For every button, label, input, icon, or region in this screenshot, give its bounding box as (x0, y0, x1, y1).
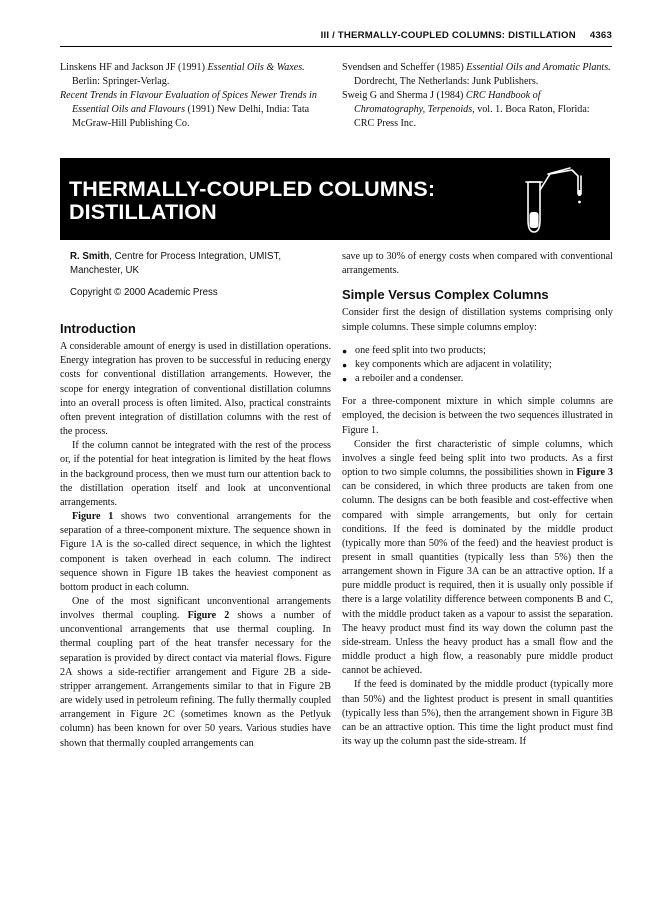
continued-paragraph: save up to 30% of energy costs when compared with conventional arrangements. (342, 251, 613, 277)
intro-paragraph-2: If the column cannot be integrated with the rest of the process or, if the potential for heat integration is limited by the heat flows in the background process, then we must turn our attention back to the distillation operation itself and look at unconventional arrangements. (60, 440, 331, 508)
list-item: ● one feed split into two products; (342, 344, 613, 358)
running-header (321, 30, 612, 41)
article-title-banner (60, 158, 610, 240)
column-characteristics-list (342, 344, 613, 386)
list-item: ● key components which are adjacent in volatility; (342, 358, 613, 372)
simple-paragraph-2: For a three-component mixture in which simple columns are employed, the decision is between the two sequences illustrated in Figure 1. (342, 396, 613, 436)
intro-paragraph-4: One of the most significant unconventional arrangements involves thermal coupling. Figure 2 shows a number of unconventional arrangements that use thermal coupling. In thermal coupling part of the heat transfer necessary for the separation is provided by direct contact via material flows. Figure 2A shows a side-rectifier arrangement and Figure 2B a side-stripper arrangement. Arrangements similar to that in Figure 2B are widely used in petroleum refining. The fully thermally coupled arrangement in Figure 2C (sometimes known as the Petlyuk column) has been known for over 50 years. Various studies have shown that thermally coupled arrangements can (60, 595, 331, 749)
simple-paragraph-3: Consider the first characteristic of simple columns, which involves a single feed being split into two products. As a first option to two simple columns, the possibilities shown in Figure 3 can be considered, in which three products are taken from one column. The designs can be both feasible and cost-effective when compared with simple arrangements, but only for certain conditions. If the feed is dominated by the middle product (typically more than 50% of the feed) and the heaviest product is present in small quantities (typically less than 5%) then the arrangement shown in Figure 3A can be an attractive option. If a pure middle product is required, then it is usually only possible if there is a large volatility difference between components B and C, with the middle product taken as a vapour to assist the separation. The heavy product must find its way down the column past the side-stream. Unless the heavy product has a small flow and the middle product a high flow, a reasonably pure middle product cannot be achieved. (342, 438, 613, 677)
reference-recent-trends: Recent Trends in Flavour Evaluation of Spices Newer Trends in Essential Oils and Flavours (1991) New Delhi, India: Tata McGraw-Hill Publishing Co. (60, 89, 317, 129)
author-line (70, 250, 331, 278)
test-tube-flask-icon (512, 160, 598, 238)
right-column (342, 250, 613, 749)
reference-svendsen: Svendsen and Scheffer (1985) Essential Oils and Aromatic Plants. Dordrecht, The Netherlands: Junk Publishers. (342, 62, 611, 87)
author-name: R. Smith (70, 251, 110, 262)
figure-3-reference: Figure 3 (576, 467, 613, 479)
references-left (60, 61, 330, 131)
reference-linskens: Linskens HF and Jackson JF (1991) Essential Oils & Waxes. Berlin: Springer-Verlag. (60, 62, 305, 87)
simple-vs-complex-heading: Simple Versus Complex Columns (342, 287, 549, 303)
simple-paragraph-1: Consider first the design of distillation systems comprising only simple columns. These simple columns employ: (342, 307, 613, 333)
article-title: THERMALLY-COUPLED COLUMNS: DISTILLATION (69, 177, 436, 224)
copyright-line: Copyright © 2000 Academic Press (70, 287, 218, 298)
introduction-heading: Introduction (60, 321, 136, 336)
left-column (60, 250, 331, 751)
page-number: 4363 (589, 30, 612, 41)
author-block (60, 250, 331, 300)
author-affiliation: , Centre for Process Integration, UMIST, Manchester, UK (70, 251, 282, 276)
figure-1-reference: Figure 1 (72, 511, 114, 523)
figure-2-reference: Figure 2 (187, 610, 230, 622)
running-title: III / THERMALLY-COUPLED COLUMNS: DISTILLATION (320, 30, 576, 41)
simple-paragraph-4: If the feed is dominated by the middle product (typically more than 50%) and the lightest product is present in small quantities (typically less than 5%), then the arrangement shown in Figure 3B can be an attractive option. This time the light product must find its way up the column past the side-stream. If (342, 679, 613, 747)
intro-paragraph-1: A considerable amount of energy is used in distillation operations. Energy integration has proven to be successful in reducing energy costs for conventional distillation arrangements. However, the scope for energy integration of conventional distillation columns into an overall process is often limited. Also, practical constraints often prevent integration of distillation columns with the rest of the process. (60, 341, 331, 438)
references-right (342, 61, 612, 131)
header-rule (60, 46, 612, 47)
reference-sweig: Sweig G and Sherma J (1984) CRC Handbook of Chromatography, Terpenoids, vol. 1. Boca Raton, Florida: CRC Press Inc. (342, 89, 590, 129)
intro-paragraph-3: Figure 1 shows two conventional arrangements for the separation of a three-component mixture. The sequence shown in Figure 1A is the so-called direct sequence, in which the lightest component is taken overhead in each column. The indirect sequence shown in Figure 1B takes the heaviest component as bottom product in each column. (60, 511, 331, 593)
list-item: ● a reboiler and a condenser. (342, 372, 613, 386)
